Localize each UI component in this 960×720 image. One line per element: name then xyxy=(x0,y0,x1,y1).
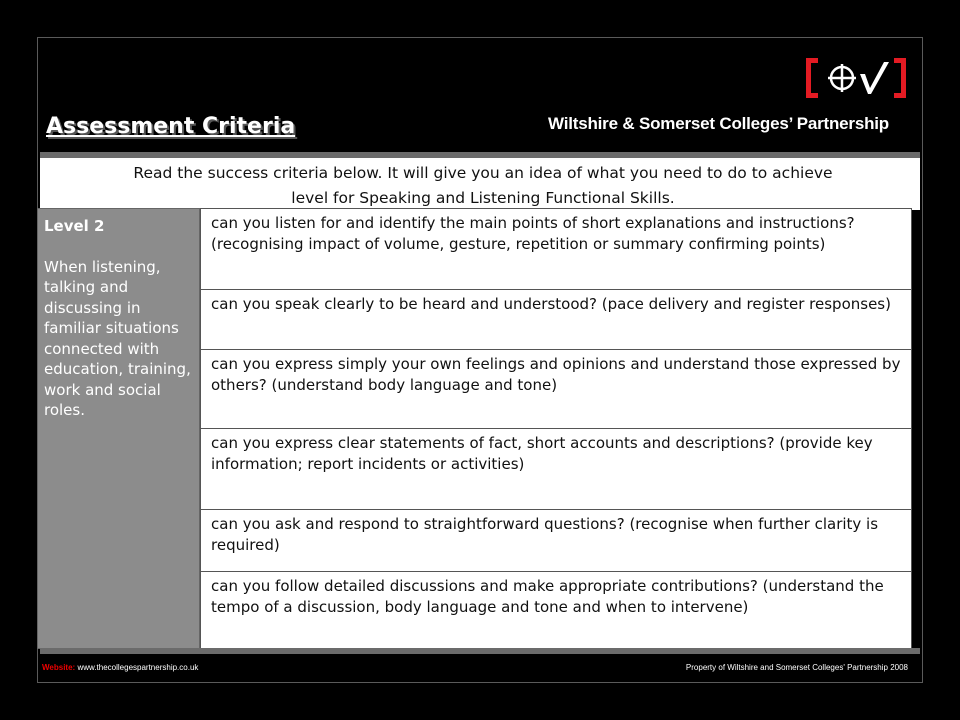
crosshair-icon xyxy=(828,64,856,92)
website-label: Website: xyxy=(42,663,76,672)
level-cell xyxy=(37,208,200,649)
intro-line-2: level for Speaking and Listening Functional Skills. xyxy=(291,189,675,207)
criteria-row: can you ask and respond to straightforward questions? (recognise when further clarity is required) xyxy=(200,510,912,572)
footer-property: Property of Wiltshire and Somerset Colleges' Partnership 2008 xyxy=(685,663,908,672)
footer-website xyxy=(42,663,198,672)
intro-line-1: Read the success criteria below. It will give you an idea of what you need to do to achieve xyxy=(133,164,833,182)
partnership-logo xyxy=(802,56,912,100)
level-label: Level 2 xyxy=(44,217,105,235)
footer-divider xyxy=(40,648,920,654)
website-link[interactable]: www.thecollegespartnership.co.uk xyxy=(77,663,199,672)
criteria-row: can you express clear statements of fact, short accounts and descriptions? (provide key information; report incidents or activities) xyxy=(200,429,912,510)
criteria-row: can you listen for and identify the main points of short explanations and instructions? (recognising impact of volume, gesture, repetition or summary confirming points) xyxy=(200,208,912,290)
bracket-right-icon xyxy=(894,58,906,98)
footer xyxy=(40,657,920,679)
page-title: Assessment Criteria xyxy=(46,114,296,139)
criteria-row: can you follow detailed discussions and make appropriate contributions? (understand the tempo of a discussion, body language and tone and when to intervene) xyxy=(200,572,912,649)
level-description: When listening, talking and discussing in familiar situations connected with education, training, work and social roles. xyxy=(44,257,191,419)
criteria-list xyxy=(200,208,912,649)
tick-icon xyxy=(860,62,889,94)
criteria-row: can you express simply your own feelings and opinions and understand those expressed by others? (understand body language and tone) xyxy=(200,350,912,429)
partnership-name: Wiltshire & Somerset Colleges’ Partnership xyxy=(548,114,889,133)
bracket-left-icon xyxy=(806,58,818,98)
criteria-row: can you speak clearly to be heard and understood? (pace delivery and register responses) xyxy=(200,290,912,350)
intro-box xyxy=(40,158,920,210)
